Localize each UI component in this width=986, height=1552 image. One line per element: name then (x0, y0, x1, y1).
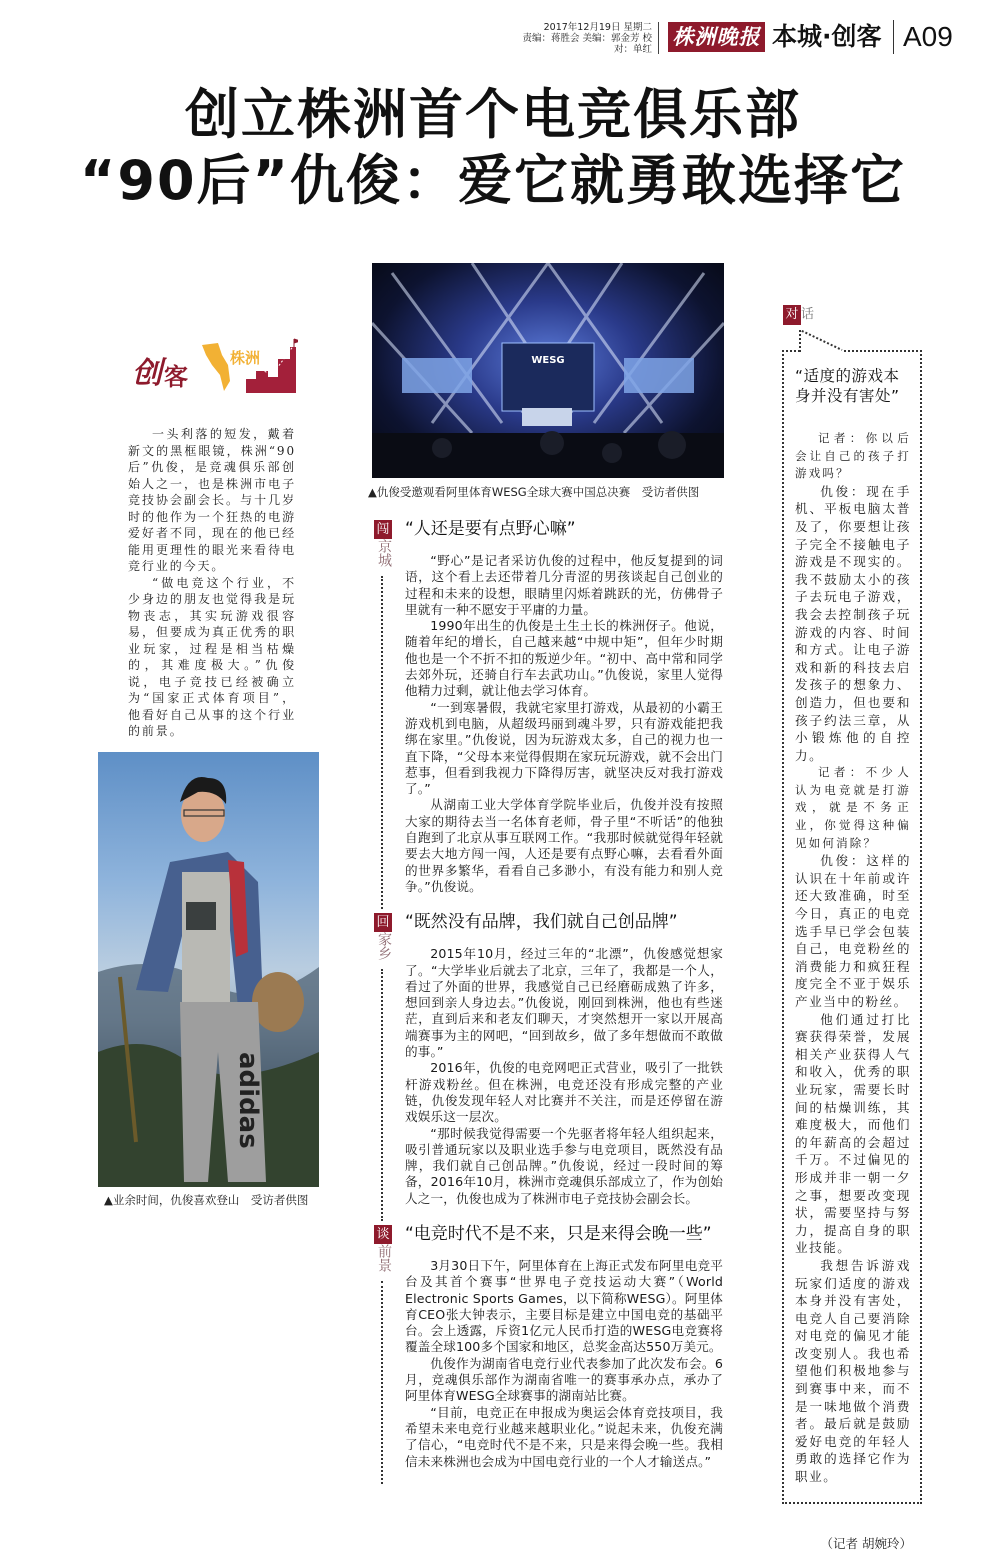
section-divider-dots (381, 1281, 383, 1484)
hiking-photo (98, 752, 319, 1187)
section-label-first: 谈 (374, 1225, 392, 1244)
issue-date: 2017年12月19日 星期二 (543, 22, 652, 33)
svg-text:adidas: adidas (233, 1051, 263, 1149)
dialogue-box-border (782, 350, 800, 352)
dialogue-heading: “适度的游戏本身并没有害处” (795, 367, 900, 405)
section-divider-dots (381, 576, 383, 909)
dialogue-body (795, 430, 911, 1486)
paragraph: 3月30日下午，阿里体育在上海正式发布阿里电竞平台及其首个赛事“世界电子竞技运动大赛”（World Electronic Sports Games，以下简称WESG）。阿里体育CEO张大钟表示，主要目标是建立中国电竞的基础平台。会上透露，斥资1亿元人民币打造的WESG电竞赛将覆盖全球100多个国家和地区，总奖金高达550万美元。 (405, 1257, 723, 1355)
headline-line-1: 创立株洲首个电竞俱乐部 (185, 83, 801, 146)
staff-credits: 责编：蒋胜会 美编：郭金芳 校对：单红 (522, 33, 652, 55)
paragraph: 我想告诉游戏玩家们适度的游戏本身并没有害处，电竞人自己要消除对电竞的偏见才能改变别人。我也希望他们积极地参与到赛事中来，而不是一味地做个消费者。最后就是鼓励爱好电竞的年轻人勇敢的选择它作为职业。 (795, 1257, 911, 1485)
paragraph: “那时候我觉得需要一个先驱者将年轻人组织起来，吸引普通玩家以及职业选手参与电竞项目，既然没有品牌，我们就自己创品牌。”仇俊说，经过一段时间的筹备，2016年10月，株洲市竞魂俱乐部成立了，作为创始人之一，仇俊也成为了株洲市电子竞技协会副会长。 (405, 1125, 723, 1206)
byline: （记者 胡婉玲） (820, 1535, 912, 1551)
dialogue-box (782, 350, 922, 1504)
section-body-2 (405, 946, 723, 1207)
paragraph: 2016年，仇俊的电竞网吧正式营业，吸引了一批铁杆游戏粉丝。但在株洲，电竞还没有形成完整的产业链，仇俊发现年轻人对比赛并不关注，而是还停留在游戏娱乐这一层次。 (405, 1060, 723, 1125)
dialogue-tag-first: 对 (783, 305, 801, 325)
svg-text:客: 客 (164, 363, 188, 391)
dialogue-column (782, 350, 922, 1552)
section-label-2 (374, 913, 392, 960)
hiking-photo-caption: ▲业余时间，仇俊喜欢登山 受访者供图 (104, 1192, 309, 1207)
paragraph: 记者：你以后会让自己的孩子打游戏吗？ (795, 431, 911, 481)
paper-logo: 株洲晚报 (668, 22, 765, 52)
section-label-3 (374, 1225, 392, 1272)
intro-column (128, 426, 296, 740)
paragraph: 1990年出生的仇俊是土生土长的株洲伢子。他说，随着年纪的增长，自己越来越“中规中矩”，但年少时期他也是一个不折不扣的叛逆少年。“初中、高中常和同学去郊外玩，还骑自行车去武功山。”仇俊说，家里人觉得他精力过剩，就让他去学习体育。 (405, 618, 723, 699)
headline-line-2: “90后”仇俊：爱它就勇敢选择它 (79, 149, 907, 212)
dialogue-tag-rest: 话 (801, 307, 815, 322)
svg-text:株洲: 株洲 (230, 349, 261, 367)
paragraph: “做电竞这个行业，不少身边的朋友也觉得我是玩物丧志，其实玩游戏很容易，但要成为真正优秀的职业玩家，过程是相当枯燥的，其难度极大。”仇俊说，电子竞技已经被确立为“国家正式体育项目”，他看好自己从事的这个行业的前景。 (128, 575, 296, 738)
paragraph: “一到寒暑假，我就宅家里打游戏，从最初的小霸王游戏机到电脑，从超级玛丽到魂斗罗，只有游戏能把我绑在家里。”仇俊说，因为玩游戏太多，自己的视力也一直下降，“父母本来觉得假期在家玩玩游戏，就不会出门惹事，但看到我视力下降得厉害，就坚决反对我打游戏了。” (405, 699, 723, 797)
svg-text:WESG: WESG (531, 355, 565, 366)
section-label-rest: 家乡 (376, 932, 392, 961)
section-name: 本城·创客 (772, 22, 882, 51)
article-column (372, 518, 724, 1486)
paragraph: 记者：不少人认为电竞就是打游戏，就是不务正业，你觉得这种偏见如何消除？ (795, 765, 911, 850)
section-heading-3: “电竞时代不是不来，只是来得会晚一些” (405, 1223, 712, 1244)
header-divider (658, 22, 659, 54)
section-label-rest: 前景 (376, 1243, 392, 1272)
paragraph: 仇俊：这样的认识在十年前或许还大致准确，时至今日，真正的电竞选手早已学会包装自己，电竞粉丝的消费能力和疯狂程度完全不亚于娱乐产业当中的粉丝。 (795, 853, 911, 1009)
svg-text:创: 创 (132, 356, 162, 391)
paragraph: 2015年10月，经过三年的“北漂”，仇俊感觉想家了。“大学毕业后就去了北京，三年了，我都是一个人，看过了外面的世界，我感觉自己已经磨砺成熟了许多，想回到亲人身边去。”仇俊说，刚回到株洲，他也有些迷茫，直到后来和老友们聊天，才突然想开一家以开展高端赛事为主的网吧，“回到故乡，做了多年想做而不敢做的事。” (405, 946, 723, 1060)
article-section-2 (372, 911, 724, 1207)
paragraph: “野心”是记者采访仇俊的过程中，他反复提到的词语，这个看上去还带着几分青涩的男孩谈起自己创业的过程和未来的设想，眼睛里闪烁着跳跃的光，仿佛骨子里就有一种不愿安于平庸的力量。 (405, 553, 723, 617)
paragraph: “目前，电竞正在申报成为奥运会体育竞技项目，我希望未来电竞行业越来越职业化。”说起未来，仇俊充满了信心，“电竞时代不是不来，只是来得会晚一些。我相信未来株洲也会成为中国电竞行业的一个人才输送点。” (405, 1404, 723, 1469)
paragraph: 一头利落的短发，戴着新文的黑框眼镜，株洲“90后”仇俊，是竞魂俱乐部创始人之一，也是株洲市电子竞技协会副会长。与十几岁时的他作为一个狂热的电游爱好者不同，现在的他已经能用更理性的眼光来看待电竞行业的今天。 (128, 427, 296, 573)
section-label-rest: 京城 (376, 539, 392, 567)
left-column (98, 335, 319, 1207)
section-body-1 (405, 553, 723, 895)
section-label-first: 回 (374, 913, 392, 932)
wesg-stage-photo (372, 263, 724, 478)
dialogue-pointer (796, 326, 846, 352)
section-body-3 (405, 1258, 723, 1470)
section-divider-dots (381, 969, 383, 1221)
page-number: A09 (903, 21, 953, 52)
paragraph: 仇俊作为湖南省电竞行业代表参加了此次发布会。6月，竞魂俱乐部作为湖南省唯一的赛事承办点，承办了阿里体育WESG全球赛事的湖南站比赛。 (405, 1355, 723, 1404)
article-section-1 (372, 518, 724, 895)
section-label-first: 闯 (374, 520, 392, 539)
issue-meta (520, 22, 652, 55)
header-divider (893, 20, 894, 54)
section-heading-1: “人还是要有点野心嘛” (405, 519, 576, 539)
paragraph: 他们通过打比赛获得荣誉，发展相关产业获得人气和收入，优秀的职业玩家，需要长时间的枯燥训练，其难度极大，而他们的年薪高的会超过千万。不过偏见的形成并非一朝一夕之事，想要改变现状，需要坚持与努力，提高自身的职业技能。 (795, 1011, 911, 1256)
paragraph: 仇俊：现在手机、平板电脑太普及了，你要想让孩子完全不接触电子游戏是不现实的。我不鼓励太小的孩子去玩电子游戏，我会去控制孩子玩游戏的内容、时间和方式。让电子游戏和新的科技去启发孩子的想象力、创造力，但也要和孩子约法三章，从小锻炼他的自控力。 (795, 483, 911, 763)
paragraph: 从湖南工业大学体育学院毕业后，仇俊并没有按照大家的期待去当一名体育老师，骨子里“不听话”的他独自跑到了北京从事互联网工作。“我那时候就觉得年轻就要去大地方闯一闯，人还是要有点野心嘛，去看看外面的世界多繁华，看看自己多渺小，有没有能力和别人竞争。”仇俊说。 (405, 797, 723, 894)
stage-photo-caption: ▲仇俊受邀观看阿里体育WESG全球大赛中国总决赛 受访者供图 (368, 485, 700, 499)
section-label-1 (374, 520, 392, 567)
article-section-3 (372, 1223, 724, 1470)
chuangke-column-logo (130, 335, 298, 395)
dialogue-box-border (844, 350, 922, 352)
dialogue-tag (783, 305, 814, 325)
section-heading-2: “既然没有品牌，我们就自己创品牌” (405, 912, 678, 933)
